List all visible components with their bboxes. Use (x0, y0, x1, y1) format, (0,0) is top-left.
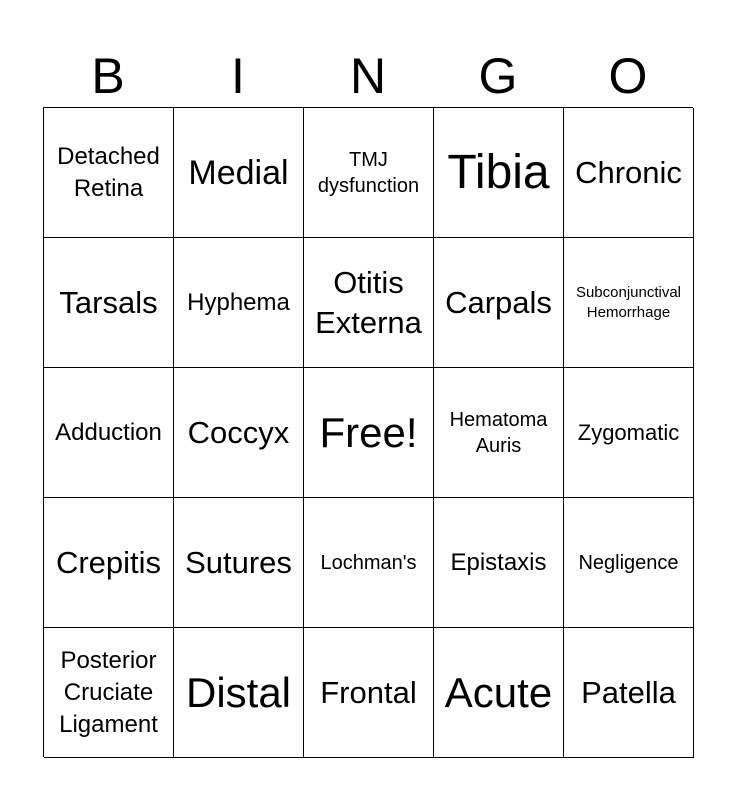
cell-text: TMJ dysfunction (317, 148, 420, 197)
cell-text: Tibia (447, 145, 550, 199)
bingo-cell[interactable] (564, 628, 694, 758)
bingo-cell[interactable] (44, 108, 174, 238)
bingo-board (43, 107, 693, 757)
bingo-cell[interactable] (44, 498, 174, 628)
bingo-cell[interactable] (434, 498, 564, 628)
header-letter-g: G (478, 48, 518, 104)
bingo-cell[interactable] (174, 238, 304, 368)
cell-text: Adduction (55, 418, 162, 446)
free-space-cell[interactable] (304, 368, 434, 498)
cell-text: Lochman's (320, 551, 417, 574)
cell-text: Carpals (445, 284, 552, 320)
cell-text: Chronic (575, 154, 682, 190)
header-letter-b: B (91, 48, 125, 104)
bingo-cell[interactable] (174, 498, 304, 628)
cell-text: Zygomatic (577, 419, 680, 445)
bingo-cell[interactable] (304, 238, 434, 368)
bingo-cell[interactable] (434, 108, 564, 238)
cell-text: Hyphema (187, 288, 290, 316)
header-letter-i: I (231, 48, 245, 104)
cell-text: Hematoma Auris (449, 408, 548, 457)
cell-text: Crepitis (55, 544, 162, 580)
cell-text: Frontal (320, 674, 417, 710)
bingo-cell[interactable] (174, 628, 304, 758)
cell-text: Patella (581, 674, 676, 710)
cell-text: Distal (185, 668, 292, 716)
bingo-cell[interactable] (564, 368, 694, 498)
bingo-cell[interactable] (304, 498, 434, 628)
cell-text: Posterior Cruciate Ligament (59, 646, 158, 738)
bingo-header (43, 44, 693, 108)
cell-text: Coccyx (187, 414, 290, 450)
cell-text: Epistaxis (450, 548, 547, 576)
cell-text: Subconjunctival Hemorrhage (575, 283, 682, 321)
header-letter-o: O (608, 48, 648, 104)
cell-text: Tarsals (59, 284, 158, 320)
bingo-cell[interactable] (174, 368, 304, 498)
bingo-cell[interactable] (564, 498, 694, 628)
cell-text: Sutures (185, 544, 292, 580)
bingo-cell[interactable] (564, 238, 694, 368)
bingo-cell[interactable] (44, 368, 174, 498)
cell-text: Detached Retina (57, 142, 160, 202)
cell-text: Acute (444, 668, 553, 716)
bingo-cell[interactable] (44, 238, 174, 368)
bingo-cell[interactable] (174, 108, 304, 238)
bingo-cell[interactable] (434, 368, 564, 498)
cell-text: Medial (188, 153, 289, 192)
bingo-cell[interactable] (434, 238, 564, 368)
free-space-text: Free! (319, 408, 418, 456)
cell-text: Negligence (578, 551, 679, 574)
bingo-cell[interactable] (304, 108, 434, 238)
bingo-cell[interactable] (44, 628, 174, 758)
cell-text: Otitis Externa (315, 264, 422, 340)
bingo-cell[interactable] (564, 108, 694, 238)
bingo-cell[interactable] (304, 628, 434, 758)
bingo-cell[interactable] (434, 628, 564, 758)
header-letter-n: N (349, 48, 387, 104)
